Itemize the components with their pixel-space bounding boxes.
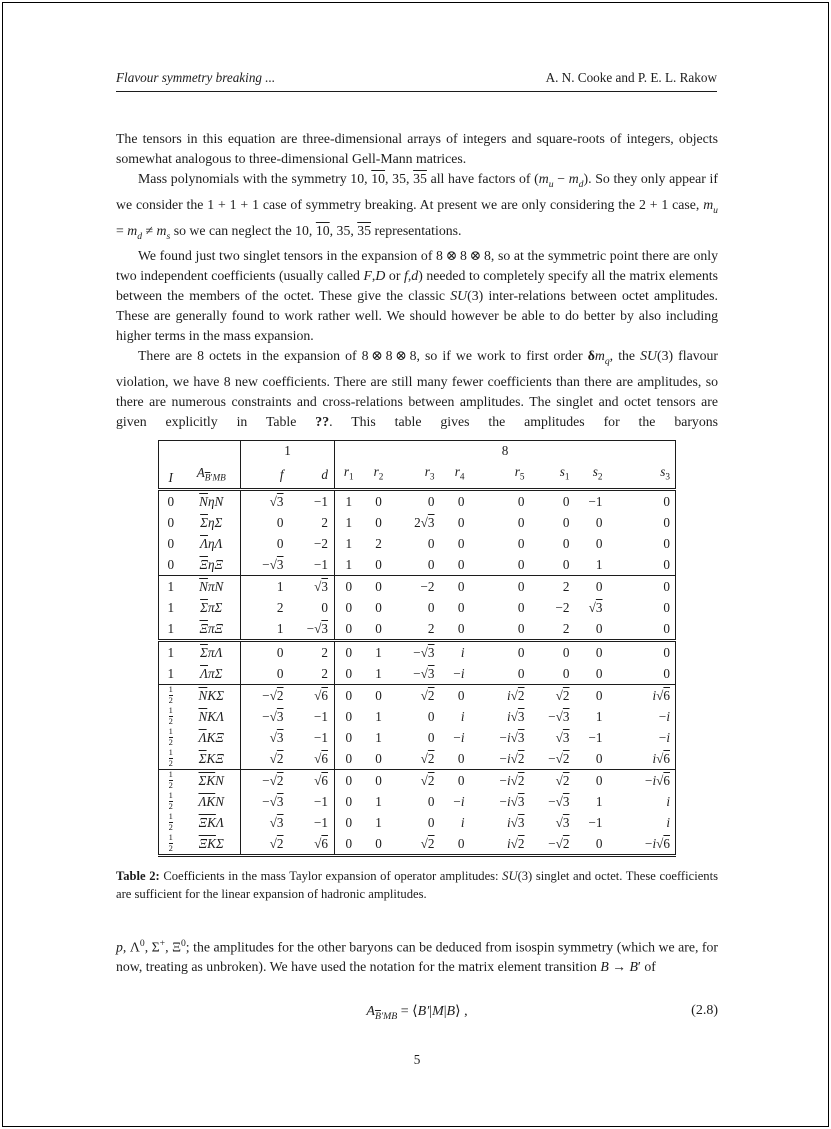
coef-cell-r4: −i [453, 665, 465, 681]
coef-cell-r3: √2 [420, 687, 435, 703]
coef-cell-d: 2 [321, 644, 328, 660]
coef-cell-r5: 0 [517, 644, 525, 660]
coef-cell-r5: 0 [517, 535, 525, 551]
coef-cell-r4: 0 [457, 750, 465, 766]
coef-cell-r4: 0 [457, 772, 465, 788]
table-row [159, 597, 676, 618]
coef-cell-r3: 2√3 [414, 514, 435, 530]
coef-cell-s1: −2 [555, 599, 570, 615]
coef-cell-r5: i√2 [506, 687, 525, 703]
coef-cell-s1: −√2 [548, 835, 570, 851]
col-header-r3: $r_3$ [424, 464, 435, 482]
coef-cell-f: √2 [241, 833, 297, 856]
coef-cell-r2: 0 [375, 620, 382, 636]
span-header-singlet: 1 [241, 441, 335, 462]
isospin-cell: $\frac{1}{2}$ [168, 705, 173, 726]
coef-cell-s2: 0 [595, 644, 603, 660]
equation-body: $A_{\overline{B}'MB}$ = ⟨B′|M|B⟩ , [366, 1004, 468, 1023]
coef-cell-r5: 0 [517, 665, 525, 681]
coef-cell-d: −1 [313, 708, 328, 724]
coef-cell-r2: 0 [375, 772, 382, 788]
table-row [159, 727, 676, 748]
row-group-3 [159, 640, 676, 684]
coef-cell-d: √6 [314, 772, 328, 788]
paragraph-baryon-amplitudes: p, $\Lambda^0$, Σ+, $\Xi^0$; the amplitudes for the other baryons can be deduced from isospin symmetry (which we are, for now, treating as unbroken). We have used the notation for the matrix element transition B → B′ of [116, 937, 718, 975]
coefficients-table [158, 440, 676, 857]
row-group-2 [159, 575, 676, 640]
coef-cell-s3: 0 [663, 535, 670, 551]
isospin-cell: 0 [167, 514, 175, 530]
table-row [159, 791, 676, 812]
coef-cell-s2: 0 [595, 750, 603, 766]
isospin-cell: $\frac{1}{2}$ [168, 811, 173, 832]
coef-cell-r4: −i [453, 729, 465, 745]
table-row [159, 489, 676, 512]
amplitude-label: $\overline{\Sigma}\pi\Lambda$ [200, 644, 223, 660]
isospin-cell: 0 [167, 556, 175, 572]
coef-cell-r4: 0 [457, 493, 465, 509]
coef-cell-r4: 0 [457, 535, 465, 551]
coef-cell-s2: 0 [595, 535, 603, 551]
coef-cell-s3: −i√6 [645, 772, 670, 788]
coef-cell-r2: 1 [375, 644, 382, 660]
coef-cell-f: 2 [241, 597, 297, 618]
amplitude-label: $\overline{\Lambda K}N$ [198, 793, 225, 809]
coef-cell-d: −1 [313, 556, 328, 572]
coef-cell-d: −2 [313, 535, 328, 551]
amplitude-label: $\overline{\Lambda}K\Xi$ [198, 729, 224, 745]
coef-cell-r5: i√3 [506, 708, 525, 724]
coef-cell-r4: i [460, 708, 465, 724]
coef-cell-r2: 1 [375, 729, 382, 745]
coef-cell-d: √6 [314, 750, 328, 766]
isospin-cell: 1 [167, 578, 175, 594]
coef-cell-r2: 0 [375, 750, 382, 766]
coef-cell-r3: −√3 [413, 644, 435, 660]
isospin-cell: $\frac{1}{2}$ [168, 684, 173, 705]
coef-cell-d: √6 [314, 835, 328, 851]
amplitude-label: $\overline{\Sigma K}N$ [198, 772, 224, 788]
isospin-cell: 1 [167, 599, 175, 615]
coef-cell-r1: 1 [335, 533, 363, 554]
coef-cell-f: 0 [241, 512, 297, 533]
table-row [159, 663, 676, 685]
table-row [159, 833, 676, 856]
coef-cell-s3: i [666, 793, 670, 809]
amplitude-label: $\overline{\Xi}\eta\Xi$ [199, 556, 223, 572]
coef-cell-s1: 0 [562, 493, 570, 509]
amplitude-label: $\overline{\Lambda}\pi\Sigma$ [200, 665, 223, 681]
coef-cell-s1: −√3 [548, 793, 570, 809]
coef-cell-f: 0 [241, 663, 297, 685]
coef-cell-s1: 0 [562, 644, 570, 660]
col-header-s1: $s_1$ [559, 464, 570, 482]
coef-cell-s2: −1 [588, 493, 603, 509]
coef-cell-s1: −√2 [548, 750, 570, 766]
coef-cell-r2: 0 [375, 556, 382, 572]
coef-cell-s2: 0 [595, 514, 603, 530]
coef-cell-s2: 0 [595, 665, 603, 681]
col-header-d: d [321, 466, 328, 482]
col-header-f: f [241, 461, 297, 489]
col-header-s3: $s_3$ [660, 464, 670, 482]
coef-cell-s2: √3 [588, 599, 603, 615]
table-row [159, 769, 676, 791]
coef-cell-r2: 1 [375, 665, 382, 681]
table-row [159, 533, 676, 554]
coef-cell-r1: 0 [335, 684, 363, 706]
amplitude-label: $\overline{\Lambda}\eta\Lambda$ [200, 535, 223, 551]
coef-cell-r3: √2 [420, 835, 435, 851]
coef-cell-d: √3 [314, 578, 328, 594]
coef-cell-s3: i [666, 814, 670, 830]
coef-cell-s2: 0 [595, 687, 603, 703]
coef-cell-s3: −i√6 [645, 835, 670, 851]
coef-cell-s1: 0 [562, 535, 570, 551]
coef-cell-r2: 1 [375, 793, 382, 809]
coef-cell-r4: 0 [457, 514, 465, 530]
coef-cell-r3: 0 [427, 556, 435, 572]
col-header-s2: $s_2$ [592, 464, 603, 482]
coef-cell-s3: 0 [663, 514, 670, 530]
coef-cell-r3: √2 [420, 772, 435, 788]
table-row [159, 618, 676, 641]
coef-cell-r1: 1 [335, 512, 363, 533]
coef-cell-r1: 0 [335, 791, 363, 812]
coef-cell-s1: 0 [562, 665, 570, 681]
coef-cell-r5: 0 [517, 599, 525, 615]
coef-cell-s3: i√6 [652, 750, 670, 766]
paragraph-singlet-tensors: We found just two singlet tensors in the expansion of 8 ⊗ 8 ⊗ 8, so at the symmetric point there are only two independent coefficients (usually called F,D or f,d) needed to completely specify all the matrix elements between the members of the octet. These give the classic SU(3) inter-relations between octet amplitudes. These are generally found to work rather well. We should however be able to do better by also including higher terms in the mass expansion. [116, 248, 718, 344]
running-title: Flavour symmetry breaking ... [116, 70, 276, 85]
coef-cell-r5: −i√3 [499, 793, 525, 809]
coef-cell-d: √6 [314, 687, 328, 703]
coef-cell-r4: 0 [457, 687, 465, 703]
table-2-wrap [116, 440, 718, 857]
amplitude-label: $\overline{\Sigma}\pi\Sigma$ [200, 599, 223, 615]
coef-cell-s1: −√3 [548, 708, 570, 724]
table-row [159, 512, 676, 533]
coef-cell-f: −√2 [241, 684, 297, 706]
coef-cell-r4: −i [453, 793, 465, 809]
coef-cell-r5: −i√2 [499, 750, 525, 766]
isospin-cell: 1 [167, 620, 175, 636]
coef-cell-r5: 0 [517, 620, 525, 636]
coef-cell-r2: 0 [375, 493, 382, 509]
coef-cell-r3: 0 [427, 599, 435, 615]
table-row [159, 640, 676, 663]
coef-cell-r5: 0 [517, 493, 525, 509]
coef-cell-s2: 0 [595, 578, 603, 594]
amplitude-label: $\overline{N}K\Lambda$ [198, 708, 225, 724]
coef-cell-s2: 1 [595, 556, 603, 572]
coef-cell-r4: 0 [457, 620, 465, 636]
coef-cell-s3: −i [658, 708, 670, 724]
coef-cell-f: √3 [241, 812, 297, 833]
amplitude-label: $\overline{\Xi K}\Lambda$ [198, 814, 224, 830]
span-header-row [159, 441, 676, 462]
coef-cell-r2: 1 [375, 814, 382, 830]
coef-cell-r5: 0 [517, 514, 525, 530]
coef-cell-r1: 0 [335, 597, 363, 618]
coef-cell-f: 0 [241, 640, 297, 663]
coef-cell-f: √3 [241, 727, 297, 748]
amplitude-label: $\overline{\Sigma}\eta\Sigma$ [200, 514, 223, 530]
coef-cell-r5: −i√2 [499, 772, 525, 788]
coef-cell-r5: i√2 [506, 835, 525, 851]
coef-cell-s2: 1 [595, 708, 603, 724]
col-header-r1: $r_1$ [335, 461, 363, 489]
coef-cell-s1: 2 [562, 620, 570, 636]
isospin-cell: 1 [167, 644, 175, 660]
table-row [159, 554, 676, 576]
coef-cell-r5: i√3 [506, 814, 525, 830]
coef-cell-s1: √3 [555, 729, 570, 745]
coef-cell-r1: 0 [335, 640, 363, 663]
table-caption: Table 2: Coefficients in the mass Taylor expansion of operator amplitudes: SU(3) singlet and octet. These coefficients are sufficient for the linear expansion of hadronic amplitudes. [116, 868, 718, 901]
coef-cell-s2: 0 [595, 835, 603, 851]
amplitude-label: $\overline{N}\eta N$ [199, 493, 224, 509]
coef-cell-r5: 0 [517, 556, 525, 572]
row-group-1 [159, 489, 676, 575]
isospin-cell: 0 [167, 493, 175, 509]
table-row [159, 684, 676, 706]
coef-cell-r3: 0 [427, 814, 435, 830]
coef-cell-s1: √2 [555, 772, 570, 788]
coef-cell-s2: 0 [595, 772, 603, 788]
amplitude-label: $\overline{N}\pi N$ [199, 578, 224, 594]
row-group-4 [159, 684, 676, 769]
coef-cell-s2: 1 [595, 793, 603, 809]
coef-cell-s3: 0 [663, 493, 670, 509]
coef-cell-r1: 0 [335, 833, 363, 856]
equation-2-8 [116, 1003, 718, 1022]
coef-cell-f: 0 [241, 533, 297, 554]
coef-cell-r3: 0 [427, 493, 435, 509]
coef-cell-f: −√3 [241, 791, 297, 812]
coef-cell-r2: 0 [375, 599, 382, 615]
coef-cell-r1: 0 [335, 769, 363, 791]
col-header-amplitude: $A_{\overline{B}'MB}$ [196, 465, 226, 483]
coef-cell-r4: i [460, 644, 465, 660]
page-number: 5 [413, 1052, 421, 1068]
coef-cell-s3: 0 [663, 556, 670, 572]
isospin-cell: $\frac{1}{2}$ [168, 832, 173, 853]
equation-number: (2.8) [691, 1003, 718, 1019]
isospin-cell: $\frac{1}{2}$ [168, 747, 173, 768]
table-row [159, 575, 676, 597]
col-header-I: I [168, 469, 173, 485]
coef-cell-s3: 0 [663, 599, 670, 615]
coef-cell-f: 1 [241, 618, 297, 641]
coef-cell-r2: 0 [375, 835, 382, 851]
coef-cell-r4: 0 [457, 835, 465, 851]
coef-cell-r3: 0 [427, 793, 435, 809]
after-table-text [116, 934, 717, 978]
coef-cell-r2: 2 [375, 535, 382, 551]
coef-cell-f: √2 [241, 748, 297, 770]
coef-cell-s1: 0 [562, 514, 570, 530]
span-header-octet: 8 [335, 441, 676, 462]
row-group-5 [159, 769, 676, 855]
coef-cell-r2: 0 [375, 514, 382, 530]
coef-cell-f: −√3 [241, 706, 297, 727]
amplitude-label: $\overline{\Xi K}\Sigma$ [198, 835, 224, 851]
coef-cell-r1: 0 [335, 812, 363, 833]
table-head [159, 441, 676, 490]
table-row [159, 706, 676, 727]
amplitude-label: $\overline{N}K\Sigma$ [198, 687, 224, 703]
coef-cell-r3: 0 [427, 729, 435, 745]
coef-cell-r5: −i√3 [499, 729, 525, 745]
coef-cell-r1: 0 [335, 706, 363, 727]
isospin-cell: 1 [167, 665, 175, 681]
isospin-cell: $\frac{1}{2}$ [168, 769, 173, 790]
coef-cell-s3: −i [658, 729, 670, 745]
coef-cell-r1: 0 [335, 618, 363, 641]
coef-cell-d: −√3 [306, 620, 328, 636]
paragraph-mass-polynomials: Mass polynomials with the symmetry 10, 10, 35, 35 all have factors of $(m_u - m_d)$. So they only appear if we consider the 1 + 1 + 1 case of symmetry breaking. At present we are only considering the 2 + 1 case, $m_u = m_d \ne m_s$ so we can neglect the 10, 10, 35, 35 representations. [116, 171, 718, 242]
coef-cell-s1: 0 [562, 556, 570, 572]
coef-cell-r3: 0 [427, 535, 435, 551]
col-header-r2: $r_2$ [373, 464, 384, 482]
coef-cell-s3: 0 [663, 644, 670, 660]
isospin-cell: $\frac{1}{2}$ [168, 790, 173, 811]
coef-cell-r5: 0 [517, 578, 525, 594]
coef-cell-r3: 0 [427, 708, 435, 724]
coef-cell-r2: 0 [375, 687, 382, 703]
coef-cell-s1: 2 [562, 578, 570, 594]
amplitude-label: $\overline{\Xi}\pi\Xi$ [199, 620, 223, 636]
coef-cell-f: −√2 [241, 769, 297, 791]
coef-cell-r3: −2 [420, 578, 435, 594]
isospin-cell: 0 [167, 535, 175, 551]
coef-cell-r2: 1 [375, 708, 382, 724]
coef-cell-d: −1 [313, 793, 328, 809]
coef-cell-r4: 0 [457, 556, 465, 572]
coef-cell-s3: 0 [663, 665, 670, 681]
coef-cell-s3: 0 [663, 578, 670, 594]
coef-cell-r1: 0 [335, 727, 363, 748]
running-header [116, 70, 717, 92]
coef-cell-r4: i [460, 814, 465, 830]
coef-cell-r1: 0 [335, 663, 363, 685]
body-text [116, 129, 717, 432]
table-row [159, 812, 676, 833]
coef-cell-d: −1 [313, 493, 328, 509]
coef-cell-s1: √3 [555, 814, 570, 830]
coef-cell-f: −√3 [241, 554, 297, 576]
coef-cell-s3: 0 [663, 620, 670, 636]
coef-cell-r3: 2 [427, 620, 435, 636]
coef-cell-d: 2 [321, 665, 328, 681]
paragraph-octets: There are 8 octets in the expansion of 8 ⊗ 8 ⊗ 8, so if we work to first order $\delta m_q$, the SU(3) flavour violation, we have 8 new coefficients. There are still many fewer coefficients than there are amplitudes, so there are numerous constraints and cross-relations between amplitudes. The singlet and octet tensors are given explicitly in Table ??. This table gives the amplitudes for the baryons [116, 348, 718, 429]
coef-cell-s3: i√6 [652, 687, 670, 703]
coef-cell-s2: −1 [588, 814, 603, 830]
coef-cell-d: 2 [321, 514, 328, 530]
paper-page [2, 2, 829, 1127]
isospin-cell: $\frac{1}{2}$ [168, 726, 173, 747]
coef-cell-r1: 0 [335, 748, 363, 770]
running-authors: A. N. Cooke and P. E. L. Rakow [545, 70, 717, 85]
coef-cell-r4: 0 [457, 578, 465, 594]
coef-cell-r1: 1 [335, 489, 363, 512]
coef-cell-d: 0 [321, 599, 328, 615]
coef-cell-s1: √2 [555, 687, 570, 703]
coef-cell-r1: 0 [335, 575, 363, 597]
coef-cell-r2: 0 [375, 578, 382, 594]
coef-cell-d: −1 [313, 729, 328, 745]
coef-cell-r4: 0 [457, 599, 465, 615]
coef-cell-s2: −1 [588, 729, 603, 745]
coef-cell-r3: √2 [420, 750, 435, 766]
amplitude-label: $\overline{\Sigma}K\Xi$ [198, 750, 224, 766]
paragraph-tensors: The tensors in this equation are three-dimensional arrays of integers and square-roots of integers, objects somewhat analogous to three-dimensional Gell-Mann matrices. [116, 131, 718, 166]
col-header-r4: $r_4$ [454, 464, 465, 482]
coef-cell-f: 1 [241, 575, 297, 597]
table-row [159, 748, 676, 770]
coef-cell-f: √3 [241, 489, 297, 512]
col-header-r5: $r_5$ [514, 464, 525, 482]
coef-cell-r3: −√3 [413, 665, 435, 681]
coef-cell-d: −1 [313, 814, 328, 830]
coef-cell-s2: 0 [595, 620, 603, 636]
coef-cell-r1: 1 [335, 554, 363, 576]
